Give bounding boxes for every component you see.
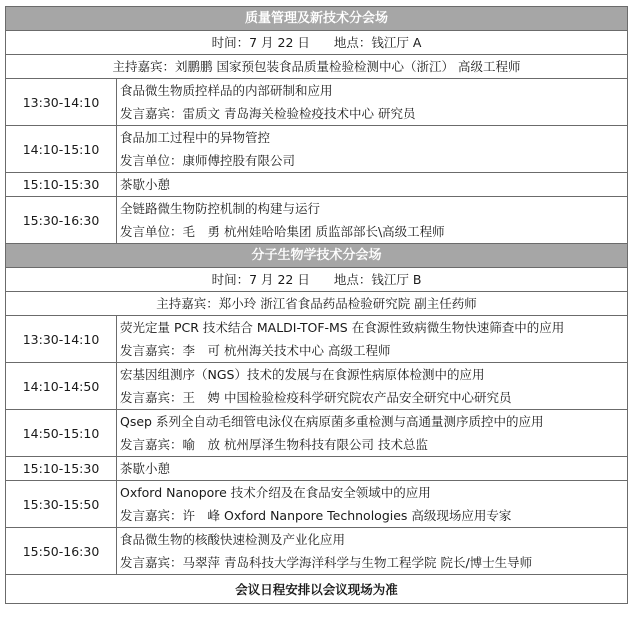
agenda-row xyxy=(6,457,628,481)
agenda-row xyxy=(6,481,628,528)
agenda-time: 14:10-14:50 xyxy=(6,363,117,410)
agenda-body xyxy=(117,410,628,457)
agenda-title: 茶歇小憩 xyxy=(117,173,628,197)
agenda-row xyxy=(6,363,628,410)
agenda-title: 食品加工过程中的异物管控 xyxy=(120,130,271,145)
agenda-time: 14:10-15:10 xyxy=(6,126,117,173)
session2-host: 主持嘉宾：郑小玲 浙江省食品药品检验研究院 副主任药师 xyxy=(6,292,628,316)
agenda-row xyxy=(6,197,628,244)
agenda-title: Qsep 系列全自动毛细管电泳仪在病原菌多重检测与高通量测序质控中的应用 xyxy=(120,414,544,429)
session1-place: 地点：钱江厅 A xyxy=(333,35,422,50)
session1-time: 时间：7 月 22 日 xyxy=(211,35,310,50)
agenda-speaker: 发言嘉宾：雷质文 青岛海关检验检疫技术中心 研究员 xyxy=(120,106,416,121)
agenda-time: 13:30-14:10 xyxy=(6,79,117,126)
session2-time: 时间：7 月 22 日 xyxy=(211,272,310,287)
agenda-body xyxy=(117,197,628,244)
session2-place: 地点：钱江厅 B xyxy=(333,272,422,287)
agenda-row xyxy=(6,126,628,173)
agenda-row xyxy=(6,410,628,457)
agenda-row xyxy=(6,316,628,363)
session1-time-place xyxy=(6,31,628,55)
agenda-row xyxy=(6,528,628,575)
agenda-time: 15:50-16:30 xyxy=(6,528,117,575)
agenda-speaker: 发言嘉宾：李 可 杭州海关技术中心 高级工程师 xyxy=(120,343,391,358)
agenda-speaker: 发言嘉宾：王 娉 中国检验检疫科学研究院农产品安全研究中心研究员 xyxy=(120,390,512,405)
agenda-title: 食品微生物的核酸快速检测及产业化应用 xyxy=(120,532,346,547)
session1-title: 质量管理及新技术分会场 xyxy=(6,7,628,31)
agenda-title: 宏基因组测序（NGS）技术的发展与在食源性病原体检测中的应用 xyxy=(120,367,485,382)
agenda-time: 15:10-15:30 xyxy=(6,457,117,481)
agenda-row xyxy=(6,173,628,197)
agenda-time: 13:30-14:10 xyxy=(6,316,117,363)
agenda-row xyxy=(6,79,628,126)
agenda-time: 14:50-15:10 xyxy=(6,410,117,457)
agenda-speaker: 发言单位：康师傅控股有限公司 xyxy=(120,153,296,168)
agenda-speaker: 发言单位：毛 勇 杭州娃哈哈集团 质监部部长\高级工程师 xyxy=(120,224,445,239)
agenda-speaker: 发言嘉宾：马翠萍 青岛科技大学海洋科学与生物工程学院 院长/博士生导师 xyxy=(120,555,533,570)
session2-title: 分子生物学技术分会场 xyxy=(6,244,628,268)
agenda-time: 15:30-16:30 xyxy=(6,197,117,244)
agenda-title: Oxford Nanopore 技术介绍及在食品安全领域中的应用 xyxy=(120,485,431,500)
agenda-body xyxy=(117,126,628,173)
agenda-body xyxy=(117,316,628,363)
agenda-time: 15:30-15:50 xyxy=(6,481,117,528)
agenda-title: 茶歇小憩 xyxy=(117,457,628,481)
agenda-body xyxy=(117,528,628,575)
schedule-table xyxy=(5,6,628,604)
agenda-body xyxy=(117,363,628,410)
session2-time-place xyxy=(6,268,628,292)
agenda-title: 全链路微生物防控机制的构建与运行 xyxy=(120,201,321,216)
session1-host: 主持嘉宾：刘鹏鹏 国家预包装食品质量检验检测中心（浙江） 高级工程师 xyxy=(6,55,628,79)
agenda-speaker: 发言嘉宾：许 峰 Oxford Nanpore Technologies 高级现场应用专家 xyxy=(120,508,512,523)
agenda-body xyxy=(117,481,628,528)
agenda-speaker: 发言嘉宾：喻 放 杭州厚泽生物科技有限公司 技术总监 xyxy=(120,437,428,452)
agenda-title: 荧光定量 PCR 技术结合 MALDI-TOF-MS 在食源性致病微生物快速筛查中的应用 xyxy=(120,320,565,335)
agenda-body xyxy=(117,79,628,126)
agenda-time: 15:10-15:30 xyxy=(6,173,117,197)
agenda-title: 食品微生物质控样品的内部研制和应用 xyxy=(120,83,333,98)
schedule-note: 会议日程安排以会议现场为准 xyxy=(6,575,628,604)
